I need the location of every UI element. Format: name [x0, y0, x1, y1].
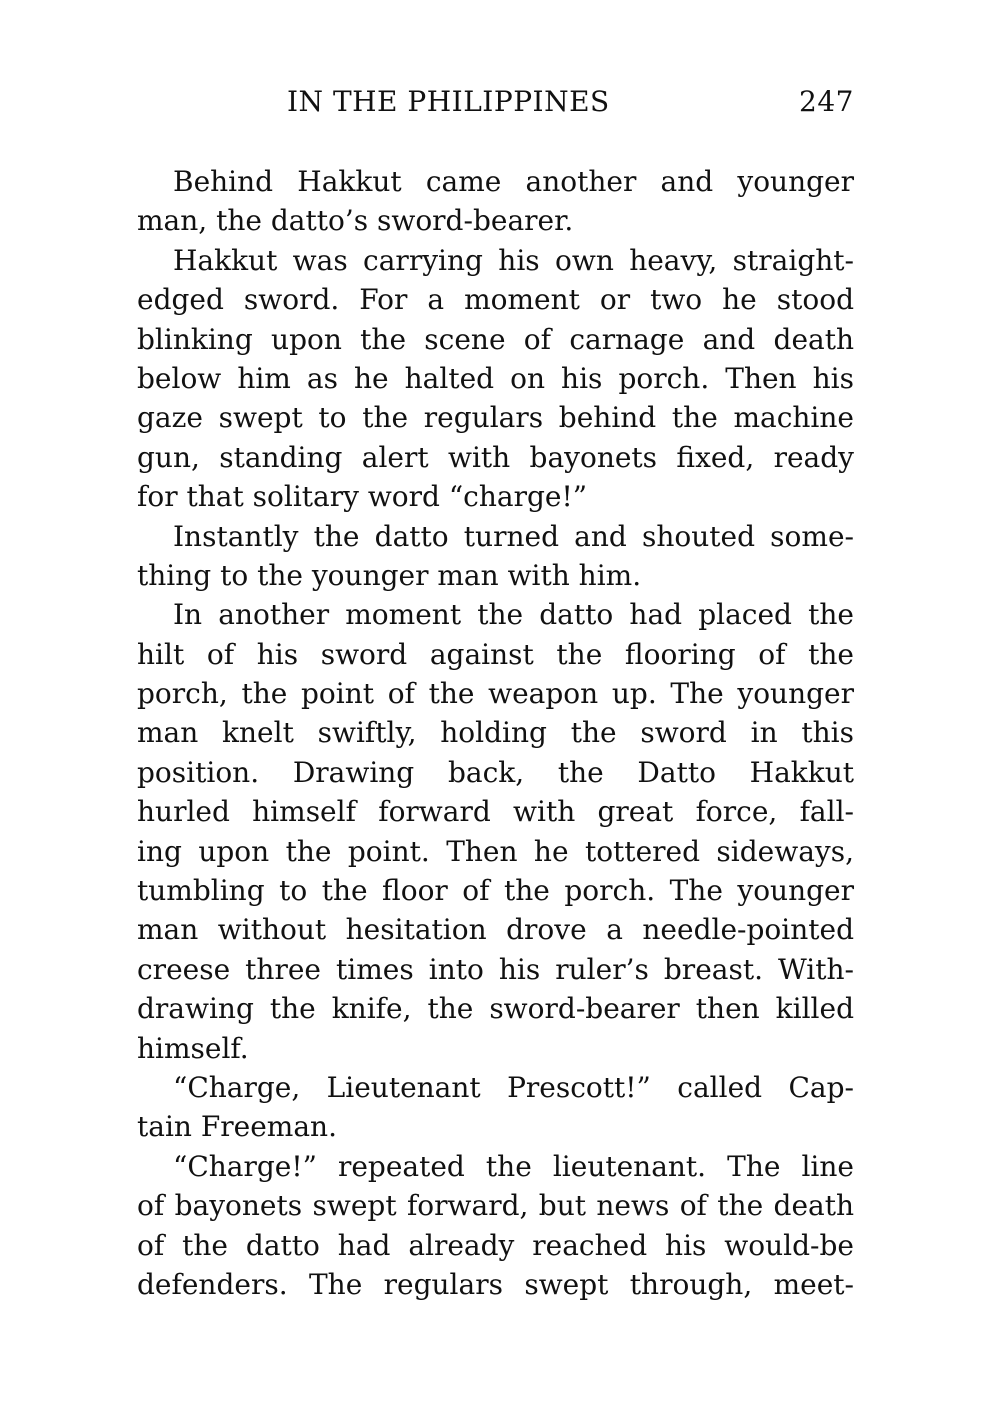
text-line: for that solitary word “charge!” [137, 480, 588, 514]
text-line: of the datto had already reached his would-be [137, 1228, 854, 1262]
text-line: Hakkut was carrying his own heavy, straight- [173, 243, 854, 277]
running-title: IN THE PHILIPPINES [287, 85, 610, 118]
text-line: ing upon the point. Then he tottered sideways, [137, 834, 854, 868]
text-line: defenders. The regulars swept through, meet- [137, 1267, 854, 1301]
text-line: gaze swept to the regulars behind the machine [137, 401, 854, 435]
text-line: tumbling to the floor of the porch. The younger [137, 874, 854, 908]
text-line: himself. [137, 1031, 249, 1065]
text-line: below him as he halted on his porch. Then his [137, 361, 854, 395]
text-line: “Charge!” repeated the lieutenant. The line [173, 1149, 854, 1183]
text-line: Behind Hakkut came another and younger [173, 165, 854, 198]
text-line: hurled himself forward with great force, fall- [137, 795, 854, 829]
text-line: “Charge, Lieutenant Prescott!” called Cap- [173, 1070, 854, 1104]
text-line: porch, the point of the weapon up. The younger [137, 677, 854, 711]
text-line: man, the datto’s sword-bearer. [137, 204, 574, 238]
text-line: hilt of his sword against the flooring of the [137, 637, 854, 671]
body-text [137, 162, 854, 1304]
running-header [137, 80, 854, 124]
text-line: of bayonets swept forward, but news of the death [137, 1189, 854, 1223]
text-line: tain Freeman. [137, 1110, 337, 1144]
text-line: gun, standing alert with bayonets fixed, ready [137, 440, 854, 474]
text-line: position. Drawing back, the Datto Hakkut [137, 755, 854, 789]
text-line: edged sword. For a moment or two he stood [137, 283, 854, 317]
text-line: In another moment the datto had placed the [173, 598, 854, 632]
text-line: man without hesitation drove a needle-pointed [137, 913, 854, 947]
text-line: drawing the knife, the sword-bearer then killed [137, 992, 854, 1026]
text-line: creese three times into his ruler’s breast. With- [137, 952, 854, 986]
text-line: Instantly the datto turned and shouted some- [173, 519, 854, 553]
page-number: 247 [799, 85, 854, 118]
text-line: thing to the younger man with him. [137, 558, 642, 592]
text-line: blinking upon the scene of carnage and death [137, 322, 854, 356]
text-line: man knelt swiftly, holding the sword in this [137, 716, 854, 750]
